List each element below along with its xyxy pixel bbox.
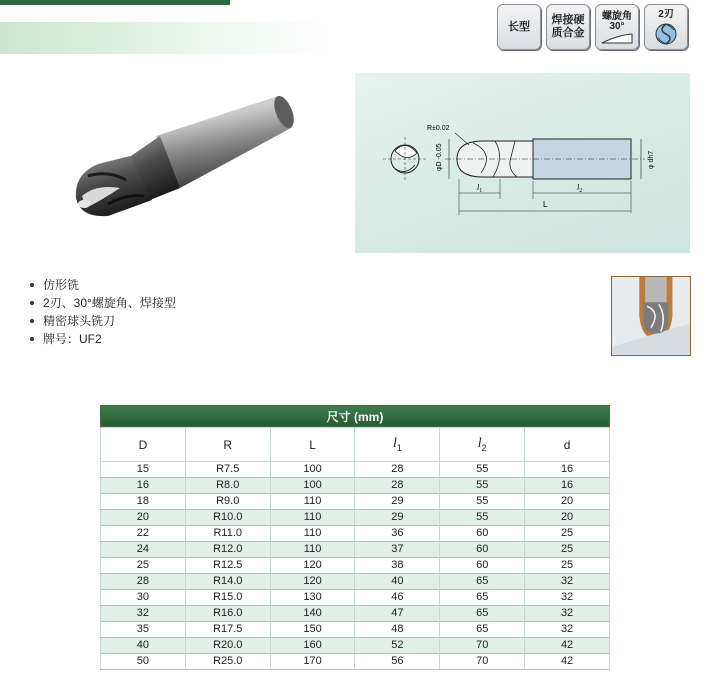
table-cell: 48	[355, 622, 440, 638]
table-cell: 30	[101, 590, 186, 606]
table-row	[101, 478, 610, 494]
col-header-d: d	[525, 428, 610, 462]
table-cell: 28	[101, 574, 186, 590]
table-cell: R12.5	[185, 558, 270, 574]
table-cell: 110	[270, 510, 355, 526]
table-cell: R12.0	[185, 542, 270, 558]
col-header-l1: $l_1$	[355, 428, 440, 462]
dimension-table	[100, 405, 610, 670]
table-cell: 100	[270, 462, 355, 478]
badge-helix-angle: 螺旋角 30°	[595, 4, 639, 50]
col-header-R: R	[185, 428, 270, 462]
table-row	[101, 654, 610, 670]
size-table	[100, 427, 610, 670]
table-cell: 42	[525, 654, 610, 670]
table-cell: 32	[525, 574, 610, 590]
table-cell: 18	[101, 494, 186, 510]
table-row	[101, 638, 610, 654]
table-cell: 32	[101, 606, 186, 622]
dimension-drawing	[355, 73, 690, 253]
table-cell: 32	[525, 622, 610, 638]
table-cell: 38	[355, 558, 440, 574]
table-cell: 29	[355, 494, 440, 510]
table-row	[101, 590, 610, 606]
ball-diameter-label: φD -0.05	[436, 143, 443, 171]
l1-dim-label: $l_1$	[477, 183, 483, 194]
table-cell: 70	[440, 638, 525, 654]
table-cell: R11.0	[185, 526, 270, 542]
table-cell: 110	[270, 494, 355, 510]
table-cell: 20	[525, 494, 610, 510]
table-cell: 28	[355, 462, 440, 478]
l2-dim-label: $l_2$	[577, 183, 583, 194]
table-cell: 120	[270, 558, 355, 574]
top-decoration	[0, 22, 330, 54]
table-cell: 52	[355, 638, 440, 654]
table-cell: 170	[270, 654, 355, 670]
table-cell: 20	[525, 510, 610, 526]
table-row	[101, 494, 610, 510]
table-cell: 16	[525, 478, 610, 494]
table-cell: 47	[355, 606, 440, 622]
table-row	[101, 606, 610, 622]
table-cell: 60	[440, 542, 525, 558]
bullet-icon	[30, 337, 34, 341]
table-cell: R20.0	[185, 638, 270, 654]
table-cell: R10.0	[185, 510, 270, 526]
table-cell: 25	[525, 558, 610, 574]
table-cell: R25.0	[185, 654, 270, 670]
table-cell: 60	[440, 526, 525, 542]
table-row	[101, 622, 610, 638]
table-cell: 16	[525, 462, 610, 478]
table-cell: 110	[270, 526, 355, 542]
table-cell: 110	[270, 542, 355, 558]
table-row	[101, 462, 610, 478]
table-cell: 32	[525, 606, 610, 622]
table-cell: 36	[355, 526, 440, 542]
table-cell: 42	[525, 638, 610, 654]
table-cell: 65	[440, 606, 525, 622]
table-row	[101, 526, 610, 542]
table-cell: 55	[440, 494, 525, 510]
col-header-L: L	[270, 428, 355, 462]
table-cell: 55	[440, 478, 525, 494]
table-cell: 55	[440, 510, 525, 526]
col-header-D: D	[101, 428, 186, 462]
feature-item: 仿形铣	[30, 276, 176, 294]
table-cell: 65	[440, 590, 525, 606]
bullet-icon	[30, 283, 34, 287]
table-cell: 28	[355, 478, 440, 494]
table-cell: 15	[101, 462, 186, 478]
table-cell: 16	[101, 478, 186, 494]
table-cell: 160	[270, 638, 355, 654]
table-cell: 150	[270, 622, 355, 638]
table-cell: 56	[355, 654, 440, 670]
table-cell: 140	[270, 606, 355, 622]
table-cell: 37	[355, 542, 440, 558]
radius-label: R±0.02	[427, 125, 450, 132]
overall-length-label: L	[543, 200, 548, 209]
table-cell: 120	[270, 574, 355, 590]
table-cell: 32	[525, 590, 610, 606]
table-body	[101, 462, 610, 670]
shank-diameter-label: φ dh7	[648, 150, 655, 169]
bullet-icon	[30, 319, 34, 323]
table-cell: R17.5	[185, 622, 270, 638]
badge-two-flute: 2刃	[644, 4, 688, 50]
two-flute-icon	[653, 21, 679, 47]
feature-item: 2刃、30°螺旋角、焊接型	[30, 294, 176, 312]
badge-long-type: 长型	[497, 4, 541, 50]
table-cell: 130	[270, 590, 355, 606]
table-cell: 35	[101, 622, 186, 638]
table-row	[101, 558, 610, 574]
feature-list	[30, 276, 176, 348]
badge-brazed-carbide: 焊接硬 质合金	[546, 4, 590, 50]
col-header-l2: $l_2$	[440, 428, 525, 462]
table-row	[101, 510, 610, 526]
table-cell: 24	[101, 542, 186, 558]
table-cell: 20	[101, 510, 186, 526]
ball-nose-end-mill-photo	[68, 88, 308, 228]
table-header-row	[101, 428, 610, 462]
feature-item: 牌号：UF2	[30, 330, 176, 348]
table-cell: 40	[101, 638, 186, 654]
table-row	[101, 542, 610, 558]
table-cell: 55	[440, 462, 525, 478]
table-row	[101, 574, 610, 590]
table-cell: 60	[440, 558, 525, 574]
table-title: 尺寸 (mm)	[100, 405, 610, 427]
table-cell: 65	[440, 622, 525, 638]
table-cell: 65	[440, 574, 525, 590]
table-cell: 50	[101, 654, 186, 670]
table-cell: R7.5	[185, 462, 270, 478]
technical-drawing-panel	[355, 73, 690, 253]
copy-milling-application-image	[611, 276, 691, 356]
table-cell: 100	[270, 478, 355, 494]
feature-badges	[497, 4, 688, 50]
table-cell: R8.0	[185, 478, 270, 494]
table-cell: 25	[101, 558, 186, 574]
feature-item: 精密球头铣刀	[30, 312, 176, 330]
table-cell: R15.0	[185, 590, 270, 606]
top-accent-bar	[0, 0, 230, 5]
helix-angle-icon	[600, 32, 634, 44]
table-cell: 25	[525, 542, 610, 558]
table-cell: 29	[355, 510, 440, 526]
table-cell: R9.0	[185, 494, 270, 510]
table-cell: R14.0	[185, 574, 270, 590]
table-cell: 40	[355, 574, 440, 590]
table-cell: 25	[525, 526, 610, 542]
table-cell: 70	[440, 654, 525, 670]
table-cell: 46	[355, 590, 440, 606]
table-cell: R16.0	[185, 606, 270, 622]
table-cell: 22	[101, 526, 186, 542]
bullet-icon	[30, 301, 34, 305]
